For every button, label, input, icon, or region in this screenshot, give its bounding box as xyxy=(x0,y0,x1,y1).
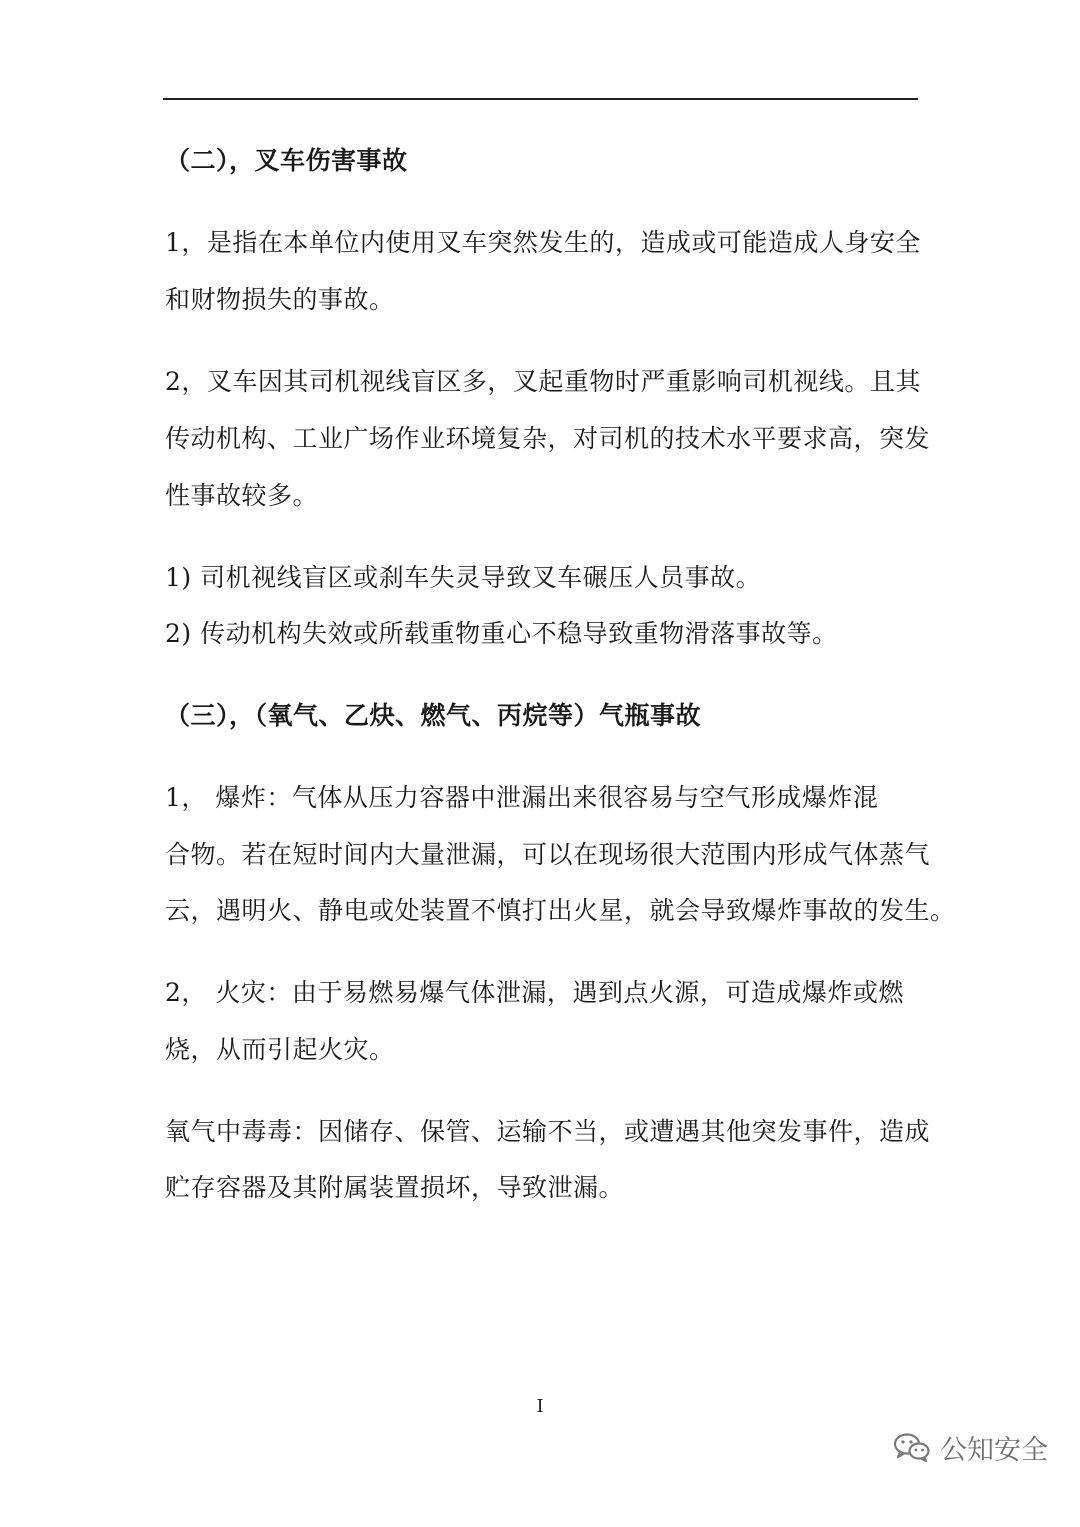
paragraph-line: 传动机构、工业广场作业环境复杂，对司机的技术水平要求高，突发 xyxy=(165,424,931,453)
header-rule xyxy=(163,98,918,100)
watermark xyxy=(892,1427,1048,1467)
page-number: I xyxy=(536,1396,544,1417)
paragraph-line: 1，是指在本单位内使用叉车突然发生的，造成或可能造成人身安全 xyxy=(165,228,921,257)
paragraph-line: 性事故较多。 xyxy=(165,481,319,510)
list-item: 1) 司机视线盲区或刹车失灵导致叉车碾压人员事故。 xyxy=(165,563,762,592)
paragraph-line: 2， 火灾：由于易燃易爆气体泄漏，遇到点火源，可造成爆炸或燃 xyxy=(165,978,904,1007)
paragraph-line: 烧，从而引起火灾。 xyxy=(165,1035,395,1064)
watermark-text: 公知安全 xyxy=(940,1434,1048,1466)
paragraph-line: 合物。若在短时间内大量泄漏，可以在现场很大范围内形成气体蒸气 xyxy=(165,840,931,869)
section-heading-gas-cylinder: （三），（氧气、乙炔、燃气、丙烷等）气瓶事故 xyxy=(165,701,702,730)
list-item: 2) 传动机构失效或所载重物重心不稳导致重物滑落事故等。 xyxy=(165,619,838,648)
paragraph-line: 和财物损失的事故。 xyxy=(165,285,395,314)
section-heading-forklift: （二），叉车伤害事故 xyxy=(165,146,408,175)
paragraph-line: 2，叉车因其司机视线盲区多，叉起重物时严重影响司机视线。且其 xyxy=(165,367,921,396)
wechat-icon xyxy=(892,1431,932,1463)
paragraph-line: 1， 爆炸：气体从压力容器中泄漏出来很容易与空气形成爆炸混 xyxy=(165,783,879,812)
paragraph-line: 贮存容器及其附属装置损坏，导致泄漏。 xyxy=(165,1173,625,1202)
paragraph-line: 氧气中毒毒：因储存、保管、运输不当，或遭遇其他突发事件，造成 xyxy=(165,1117,931,1146)
paragraph-line: 云，遇明火、静电或处装置不慎打出火星，就会导致爆炸事故的发生。 xyxy=(165,896,956,925)
